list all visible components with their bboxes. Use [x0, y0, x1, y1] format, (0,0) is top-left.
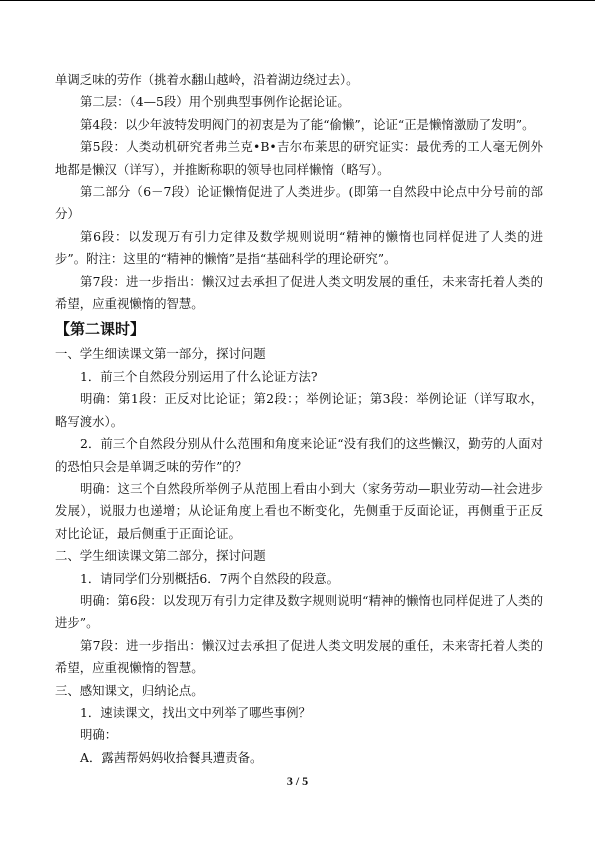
item-question-3: 1．请同学们分别概括6．7两个自然段的段意。: [80, 570, 340, 586]
document-body: [55, 69, 543, 769]
item-answer-4-label: 明确：: [80, 727, 118, 743]
paragraph-continuation: 单调乏味的劳作（挑着水翻山越岭，沿着湖边绕过去）。: [55, 72, 359, 87]
item-answer-3-continued: 第7段：进一步指出：懒汉过去承担了促进人类文明发展的重任，未来寄托着人类的希望，应重视懒惰的智慧。: [55, 637, 543, 676]
header-rule: [0, 0, 595, 1]
item-question-4: 1．速读课文，找出文中列举了哪些事例？: [80, 704, 311, 720]
paragraph-layer-two: 第二层：（4—5段）用个别典型事例作论据论证。: [80, 94, 350, 110]
page-number: 3 / 5: [286, 774, 309, 788]
paragraph-section-6: 第6段：以发现万有引力定律及数学规则说明“精神的懒惰也同样促进了人类的进步”。附注：这里的“精神的懒惰”是指“基础科学的理论研究”。: [55, 228, 543, 267]
item-answer-2: 明确：这三个自然段所举例子从范围上看由小到大（家务劳动—职业劳动—社会进步发展），说服力也递增；从论证角度上看也不断变化，先侧重于反面论证，再侧重于正反对比论证，最后侧重于正面论证。: [55, 480, 543, 541]
item-example-a: A．露茜帮妈妈收拾餐具遭责备。: [80, 749, 263, 765]
paragraph-part-two: 第二部分（6－7段）论证懒惰促进了人类进步。(即第一自然段中论点中分号前的部分）: [55, 184, 543, 222]
paragraph-section-5: 第5段：人类动机研究者弗兰克•B•吉尔布莱思的研究证实：最优秀的工人毫无例外地都是懒汉（详写），并推断称职的领导也同样懒惰（略写）。: [55, 139, 543, 177]
item-part-three-title: 三、感知课文，归纳论点。: [55, 682, 204, 698]
item-part-two-title: 二、学生细读课文第二部分，探讨问题: [55, 548, 266, 564]
item-question-1: 1．前三个自然段分别运用了什么论证方法?: [80, 368, 318, 384]
paragraph-section-4: 第4段：以少年波特发明阀门的初衷是为了能“偷懒”，论证“正是懒惰激励了发明”。: [80, 116, 535, 132]
paragraph-section-7: 第7段：进一步指出：懒汉过去承担了促进人类文明发展的重任，未来寄托着人类的希望，应重视懒惰的智慧。: [55, 273, 543, 312]
item-question-2: 2．前三个自然段分别从什么范围和角度来论证“没有我们的这些懒汉，勤劳的人面对的恐怕只会是单调乏味的劳作”的？: [55, 436, 543, 474]
item-answer-3: 明确：第6段：以发现万有引力定律及数字规则说明“精神的懒惰也同样促进了人类的进步”。: [55, 592, 543, 631]
item-part-one-title: 一、学生细读课文第一部分，探讨问题: [55, 346, 266, 362]
section-heading-second-lesson: 【第二课时】: [55, 320, 146, 339]
item-answer-1: 明确：第1段：正反对比论证；第2段：；举例论证；第3段：举例论证（详写取水，略写渡水）。: [55, 391, 543, 429]
